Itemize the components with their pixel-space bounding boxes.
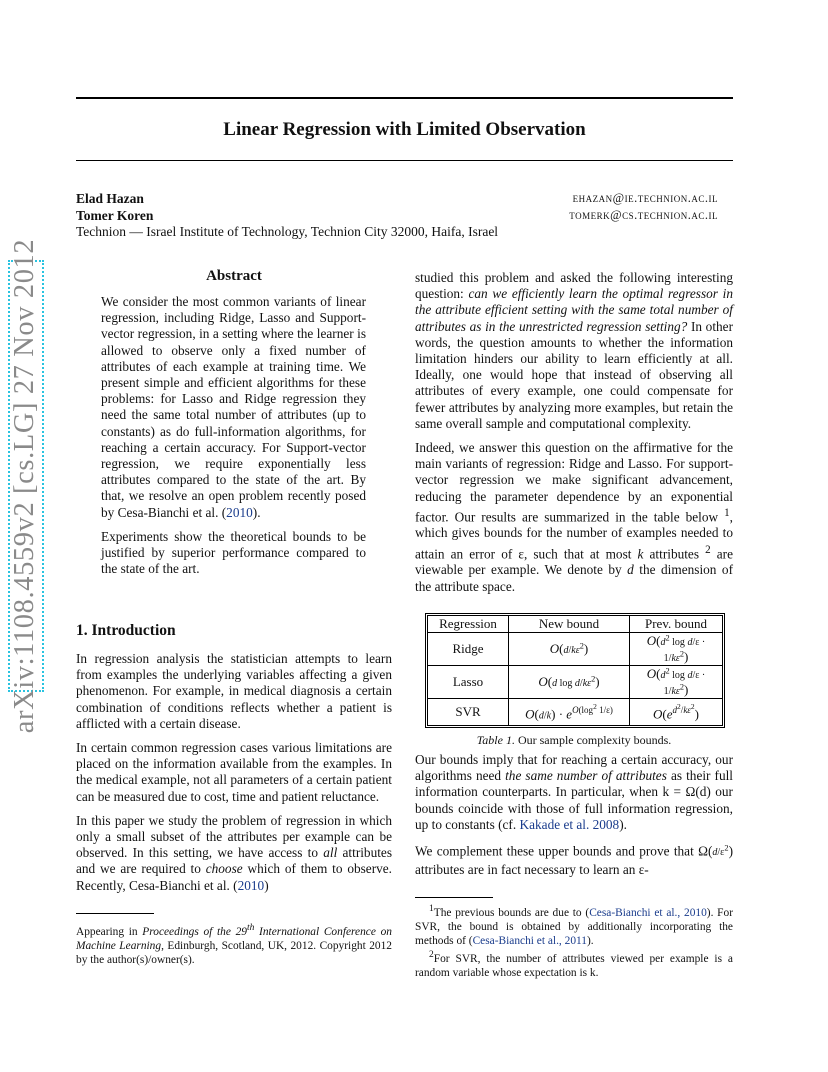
- body-paragraph: [415, 270, 733, 432]
- table-row: [428, 666, 723, 699]
- abstract-heading: Abstract: [206, 268, 262, 284]
- abstract-paragraph: Experiments show the theoretical bounds to be justified by superior performance compared to the state of the art.: [101, 528, 366, 577]
- paper-title: Linear Regression with Limited Observation: [223, 119, 586, 140]
- title-rule: [76, 160, 733, 161]
- intro-text: ): [264, 877, 269, 893]
- footnote-text: International Conference on Machine Learning: [76, 925, 392, 952]
- intro-paragraph: In certain common regression cases various limitations are placed on the information available from the examples. In the medical example, not all parameters of a certain patient can be measured due to cost, time and patient reluctance.: [76, 740, 392, 804]
- body-text: the dimension of the attribute space.: [415, 562, 733, 594]
- caption-text: Our sample complexity bounds.: [514, 733, 672, 747]
- arxiv-id: arXiv:1108.4559v2 [cs.LG] 27 Nov 2012: [9, 238, 40, 734]
- footnote-number: 2: [429, 949, 434, 960]
- abstract-body: [101, 294, 366, 577]
- abstract-text: We consider the most common variants of linear regression, including Ridge, Lasso and Support-vector regression, in a setting where the learner is allowed to observe only a fixed number of attributes of each example at training time. We present simple and efficient algorithms for these problems: for Lasso and Ridge regression they need the same total number of attributes (up to constants) as do full-information algorithms, for reaching a certain accuracy. For Support-vector regression, we require exponentially less attributes compared to the state of the art. By that, we resolve an open problem recently posed by Cesa-Bianchi et al. (: [101, 294, 366, 520]
- body-text: , which gives bounds for the number of examples needed to attain an error of ε, such that at most: [415, 509, 733, 562]
- abstract-paragraph: [101, 294, 366, 521]
- affiliation: Technion — Israel Institute of Technology, Technion City 32000, Haifa, Israel: [76, 224, 499, 239]
- body-text: ) attributes are in fact necessary to learn an ε-: [415, 843, 733, 877]
- footnote: [415, 948, 733, 980]
- author-row: [76, 190, 726, 207]
- intro-text: attributes and we are required to: [76, 845, 393, 877]
- footnote-marker[interactable]: 2: [705, 543, 711, 556]
- citation-link[interactable]: 2010: [226, 504, 253, 520]
- math-var: k: [637, 546, 644, 562]
- table-cell: Ridge: [428, 633, 509, 666]
- citation-link[interactable]: 2010: [237, 877, 265, 893]
- table-cell: Lasso: [428, 666, 509, 699]
- table-header: Prev. bound: [630, 616, 723, 633]
- footnote-text: , Edinburgh, Scotland, UK, 2012. Copyright 2012 by the author(s)/owner(s).: [76, 939, 392, 966]
- body-text: Indeed, we answer this question on the affirmative for the main variants of regression: Ridge and Lasso. For support-vector regression we make significant advancement, reducing the parameter dependence by an exponential factor. Our results are summarized in the table below: [415, 440, 733, 525]
- research-question: can we efficiently learn the optimal regressor in the attribute efficient setting with the same total number of attributes as in the unrestricted regression setting?: [415, 286, 733, 334]
- table-header: New bound: [509, 616, 630, 633]
- formula-cell: $O(d^2$ $\log d/\varepsilon \cdot 1/k\varepsilon^2$): [630, 633, 723, 666]
- formula-cell: $O(d/k) \cdot e^{O(log^2 1/\varepsilon)}$: [509, 699, 630, 726]
- abstract-text: ).: [252, 504, 261, 520]
- body-text: In other words, the question amounts to whether the information limitation hinders our ability to learn efficiently at all. Ideally, one would hope that instead of observing all attributes of every example, one could compensate for fewer attributes by analyzing more examples, but retain the same overall sample and computational complexity.: [415, 318, 734, 431]
- table-row: [428, 699, 723, 726]
- body-text: are viewable per example. We denote by: [415, 546, 733, 578]
- author-email[interactable]: tomerk@cs.technion.ac.il: [569, 208, 718, 222]
- footnote-rule: [415, 897, 493, 898]
- table-caption: [415, 733, 733, 748]
- author-name: Tomer Koren: [76, 208, 154, 223]
- footnotes: [415, 902, 733, 980]
- formula-cell: $O(d^2$ $\log d/\varepsilon \cdot 1/k\varepsilon^2$): [630, 666, 723, 699]
- table-header: Regression: [428, 616, 509, 633]
- footnote-sup: th: [246, 923, 255, 933]
- footnote: [415, 902, 733, 948]
- author-email[interactable]: ehazan@ie.technion.ac.il: [572, 191, 718, 205]
- footnote-text: Proceedings of the 29: [142, 925, 247, 938]
- footnote-rule: [76, 913, 154, 914]
- intro-emphasis: all: [323, 845, 338, 861]
- author-name: Elad Hazan: [76, 191, 144, 206]
- body-emphasis: the same number of attributes: [505, 768, 667, 784]
- formula-cell: $O(e^{d^2/k\varepsilon^2})$: [630, 699, 723, 726]
- footnote-number: 1: [429, 904, 434, 914]
- section-heading: 1. Introduction: [76, 622, 176, 639]
- table-header-row: [428, 616, 723, 633]
- body-text: Our bounds imply that for reaching a certain accuracy, our algorithms need: [415, 752, 733, 784]
- right-column-bottom: [415, 752, 733, 878]
- math-fraction: $d/\varepsilon^2$: [712, 844, 729, 859]
- author-row: [76, 207, 726, 224]
- math-var: d: [627, 562, 634, 578]
- formula-cell: $O(d/k\varepsilon^2)$: [509, 633, 630, 666]
- body-text: attributes: [643, 546, 706, 562]
- table-cell: SVR: [428, 699, 509, 726]
- body-text: studied this problem and asked the following interesting question:: [415, 270, 733, 302]
- intro-paragraph: [76, 813, 392, 894]
- table-row: [428, 633, 723, 666]
- footnote-marker[interactable]: 1: [724, 506, 730, 519]
- formula-cell: O(d $\log d/k\varepsilon^2$): [509, 666, 630, 699]
- arxiv-stamp: [0, 0, 50, 1072]
- body-text: We complement these upper bounds and prove that Ω(: [415, 843, 713, 859]
- footnote-text: The previous bounds are due to (: [433, 906, 590, 919]
- intro-column: [76, 651, 392, 894]
- citation-link[interactable]: Cesa-Bianchi et al., 2011: [472, 934, 587, 947]
- caption-label: Table 1.: [476, 733, 515, 747]
- author-block: [76, 190, 726, 224]
- footnote-text: Appearing in: [76, 925, 143, 938]
- intro-paragraph: In regression analysis the statistician attempts to learn from examples the underlying variables affecting a given phenomenon. For example, in medical diagnosis a certain combination of conditions reflects whether a patient is afflicted with a certain disease.: [76, 651, 392, 731]
- bounds-table: [427, 615, 723, 726]
- citation-link[interactable]: Cesa-Bianchi et al., 2010: [589, 906, 707, 919]
- body-text: as their full information counterparts. In particular, when k = Ω(d) our bounds coincide with those of full information regression, up to constants (cf.: [415, 768, 733, 832]
- body-text: ).: [619, 816, 627, 832]
- body-paragraph: [415, 440, 733, 595]
- intro-emphasis: choose: [205, 861, 243, 877]
- top-rule: [76, 97, 733, 99]
- body-paragraph: [415, 841, 733, 878]
- right-column-top: [415, 270, 733, 595]
- venue-footnote: [76, 921, 392, 967]
- citation-link[interactable]: Kakade et al. 2008: [519, 816, 620, 832]
- intro-text: In this paper we study the problem of regression in which only a small subset of the attributes per example can be observed. In this setting, we have access to: [76, 812, 392, 861]
- footnote-text: ).: [586, 934, 594, 947]
- body-paragraph: [415, 752, 733, 833]
- footnote-text: ). For SVR, the bound is obtained by additionally incorporating the methods of (: [415, 906, 734, 947]
- footnote-text: For SVR, the number of attributes viewed per example is a random variable whose expectation is k.: [415, 952, 733, 979]
- intro-text: which of them to observe. Recently, Cesa-Bianchi et al. (: [76, 861, 392, 893]
